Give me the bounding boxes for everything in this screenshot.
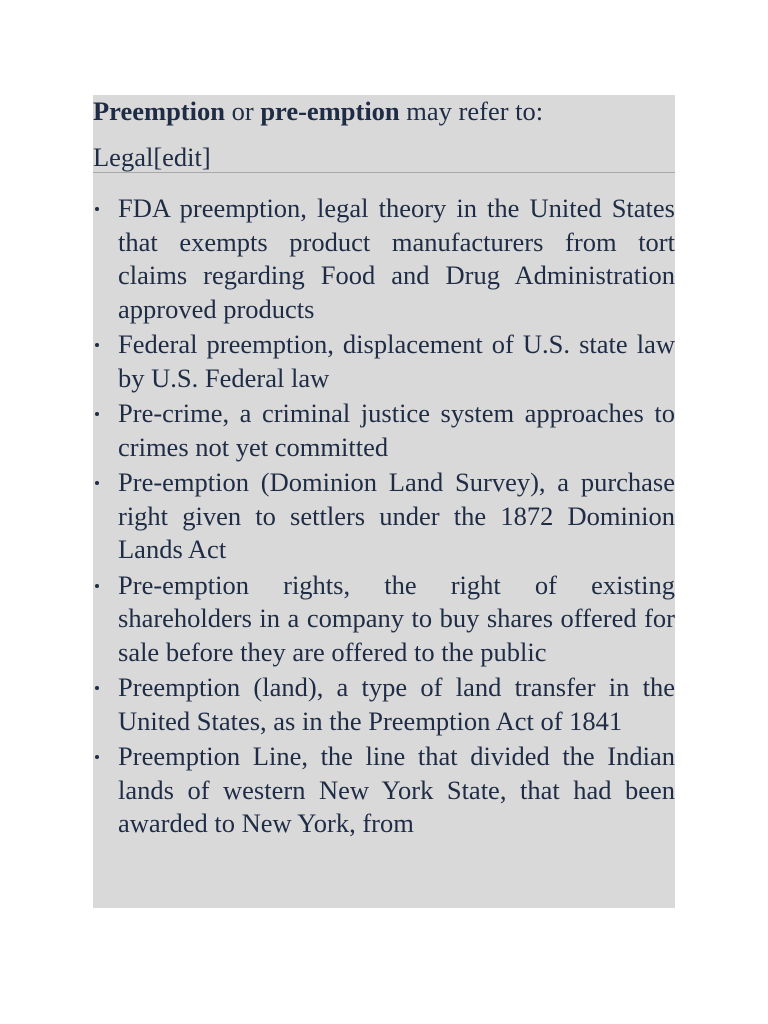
bullet-icon [95, 755, 99, 759]
list-item [93, 466, 675, 567]
edit-bracket-close: ] [201, 142, 211, 172]
section-title: Legal [93, 142, 154, 172]
intro-connector: or [224, 96, 261, 126]
intro-term-1: Preemption [93, 96, 225, 126]
intro-term-2: pre-emption [260, 96, 400, 126]
bullet-icon [95, 207, 99, 211]
section-heading [93, 142, 675, 173]
bullet-icon [95, 343, 99, 347]
bullet-icon [95, 481, 99, 485]
list-item [93, 192, 675, 326]
list-item [93, 740, 675, 841]
bullet-icon [95, 412, 99, 416]
edit-link[interactable]: edit [162, 142, 202, 172]
list-item-text: FDA preemption, legal theory in the United States that exempts product manufacturers from tort claims regarding Food and Drug Administration approved products [118, 193, 675, 324]
intro-tail: may refer to: [399, 96, 544, 126]
list-item-text: Pre-crime, a criminal justice system approaches to crimes not yet committed [118, 398, 675, 462]
list-item [93, 397, 675, 464]
list-item-text: Pre-emption rights, the right of existing shareholders in a company to buy shares offered for sale before they are offered to the public [118, 569, 675, 667]
list-item-text: Federal preemption, displacement of U.S. state law by U.S. Federal law [118, 329, 675, 393]
list-item [93, 569, 675, 670]
list-item-text: Preemption (land), a type of land transfer in the United States, as in the Preemption Act of 1841 [118, 672, 675, 736]
bullet-icon [95, 686, 99, 690]
edit-bracket-open: [ [153, 142, 163, 172]
document-content [93, 95, 675, 908]
bullet-icon [95, 584, 99, 588]
list-item [93, 328, 675, 395]
item-list [93, 192, 675, 841]
intro-line [93, 95, 675, 128]
list-item [93, 671, 675, 738]
list-item-text: Preemption Line, the line that divided the Indian lands of western New York State, that had been awarded to New York, from [118, 741, 675, 838]
list-item-text: Pre-emption (Dominion Land Survey), a purchase right given to settlers under the 1872 Dominion Lands Act [118, 467, 675, 564]
